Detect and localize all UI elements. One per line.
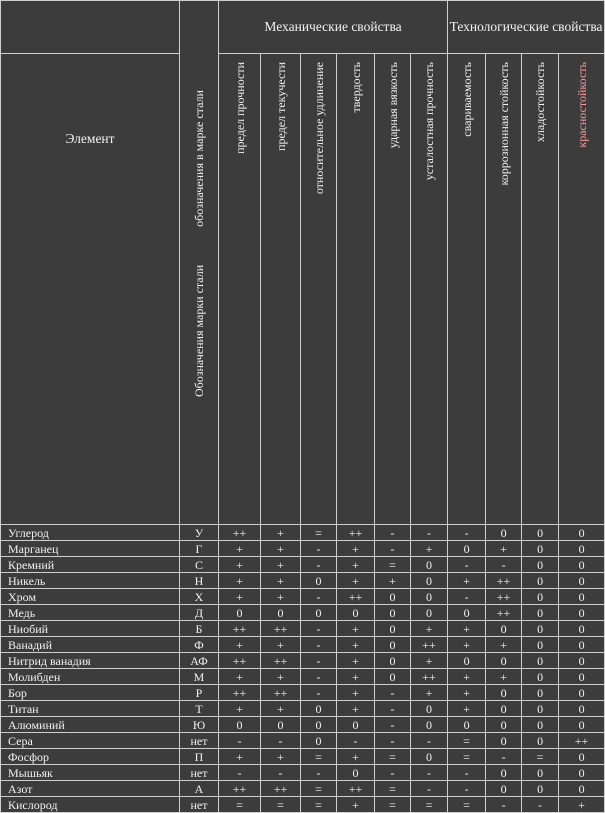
effect-value-cell: 0 — [559, 701, 605, 717]
effect-value-cell: 0 — [559, 749, 605, 765]
effect-value-cell: + — [337, 669, 375, 685]
effect-value-cell: ++ — [261, 653, 301, 669]
effect-value-cell: = — [301, 749, 337, 765]
effect-value-cell: 0 — [522, 621, 559, 637]
effect-value-cell: ++ — [261, 685, 301, 701]
effect-value-cell: - — [219, 733, 261, 749]
effect-value-cell: - — [411, 765, 448, 781]
effect-value-cell: 0 — [337, 605, 375, 621]
effect-value-cell: ++ — [261, 781, 301, 797]
effect-value-cell: = — [301, 781, 337, 797]
mech-col-5-label: усталостная прочность — [422, 62, 437, 181]
element-name-cell: Молибден — [1, 669, 180, 685]
element-name-cell: Сера — [1, 733, 180, 749]
element-name-cell: Кислород — [1, 797, 180, 813]
effect-value-cell: 0 — [301, 573, 337, 589]
effect-value-cell: ++ — [219, 525, 261, 541]
steel-mark-cell: У — [180, 525, 219, 541]
steel-mark-cell: Ю — [180, 717, 219, 733]
effect-value-cell: = — [375, 781, 411, 797]
effect-value-cell: 0 — [301, 717, 337, 733]
element-name-cell: Азот — [1, 781, 180, 797]
effect-value-cell: + — [219, 701, 261, 717]
effect-value-cell: - — [448, 589, 486, 605]
effect-value-cell: 0 — [559, 525, 605, 541]
effect-value-cell: - — [261, 733, 301, 749]
effect-value-cell: = — [261, 797, 301, 813]
effect-value-cell: - — [301, 557, 337, 573]
steel-mark-cell: Б — [180, 621, 219, 637]
effect-value-cell: 0 — [486, 717, 522, 733]
effect-value-cell: - — [301, 685, 337, 701]
effect-value-cell: - — [486, 557, 522, 573]
effect-value-cell: + — [411, 653, 448, 669]
effect-value-cell: + — [411, 621, 448, 637]
effect-value-cell: 0 — [559, 685, 605, 701]
steel-mark-cell: нет — [180, 765, 219, 781]
steel-mark-cell: М — [180, 669, 219, 685]
effect-value-cell: 0 — [261, 717, 301, 733]
effect-value-cell: = — [411, 797, 448, 813]
effect-value-cell: - — [375, 701, 411, 717]
notation-group-label: обозначения в марке стали — [192, 90, 206, 227]
effect-value-cell: + — [337, 637, 375, 653]
tech-col-0-header — [448, 54, 486, 525]
effect-value-cell: 0 — [411, 717, 448, 733]
mech-col-1-header — [261, 54, 301, 525]
effect-value-cell: = — [375, 797, 411, 813]
effect-value-cell: 0 — [448, 605, 486, 621]
element-name-cell: Хром — [1, 589, 180, 605]
effect-value-cell: + — [337, 573, 375, 589]
effect-value-cell: 0 — [486, 733, 522, 749]
tech-col-1-header — [486, 54, 522, 525]
effect-value-cell: + — [337, 797, 375, 813]
effect-value-cell: = — [301, 797, 337, 813]
effect-value-cell: - — [522, 797, 559, 813]
effect-value-cell: + — [486, 637, 522, 653]
effect-value-cell: 0 — [559, 717, 605, 733]
effect-value-cell: 0 — [559, 589, 605, 605]
effect-value-cell: + — [337, 621, 375, 637]
effect-value-cell: 0 — [522, 541, 559, 557]
effect-value-cell: + — [261, 573, 301, 589]
table-row — [1, 717, 605, 733]
effect-value-cell: + — [559, 797, 605, 813]
effect-value-cell: + — [375, 573, 411, 589]
effect-value-cell: ++ — [219, 653, 261, 669]
effect-value-cell: 0 — [522, 765, 559, 781]
effect-value-cell: = — [448, 749, 486, 765]
effect-value-cell: 0 — [448, 717, 486, 733]
effect-value-cell: + — [261, 525, 301, 541]
effect-value-cell: = — [375, 557, 411, 573]
effect-value-cell: 0 — [522, 781, 559, 797]
effect-value-cell: + — [261, 589, 301, 605]
effect-value-cell: 0 — [559, 781, 605, 797]
steel-mark-cell: АФ — [180, 653, 219, 669]
element-name-cell: Медь — [1, 605, 180, 621]
tech-col-2-label: хладостойкость — [533, 62, 548, 143]
effect-value-cell: + — [219, 669, 261, 685]
table-row — [1, 765, 605, 781]
table-row — [1, 557, 605, 573]
effect-value-cell: 0 — [559, 605, 605, 621]
effect-value-cell: - — [375, 541, 411, 557]
effect-value-cell: 0 — [337, 765, 375, 781]
effect-value-cell: 0 — [486, 621, 522, 637]
element-name-cell: Углерод — [1, 525, 180, 541]
steel-mark-cell: П — [180, 749, 219, 765]
effect-value-cell: + — [448, 621, 486, 637]
effect-value-cell: - — [448, 525, 486, 541]
mech-col-4-header — [375, 54, 411, 525]
effect-value-cell: - — [301, 621, 337, 637]
table-row — [1, 589, 605, 605]
effect-value-cell: 0 — [261, 605, 301, 621]
effect-value-cell: 0 — [448, 541, 486, 557]
effect-value-cell: 0 — [559, 653, 605, 669]
effect-value-cell: 0 — [375, 637, 411, 653]
element-name-cell: Фосфор — [1, 749, 180, 765]
effect-value-cell: 0 — [559, 669, 605, 685]
effect-value-cell: 0 — [219, 717, 261, 733]
effect-value-cell: 0 — [411, 557, 448, 573]
effect-value-cell: + — [337, 749, 375, 765]
effect-value-cell: + — [219, 637, 261, 653]
steel-mark-cell: Ф — [180, 637, 219, 653]
effect-value-cell: 0 — [375, 669, 411, 685]
effect-value-cell: + — [219, 573, 261, 589]
element-header-label: Элемент — [65, 131, 115, 146]
effect-value-cell: ++ — [486, 573, 522, 589]
effect-value-cell: - — [301, 541, 337, 557]
effect-value-cell: 0 — [522, 573, 559, 589]
table-row — [1, 573, 605, 589]
effect-value-cell: + — [411, 541, 448, 557]
element-name-cell: Алюминий — [1, 717, 180, 733]
effect-value-cell: - — [375, 525, 411, 541]
effect-value-cell: + — [337, 701, 375, 717]
effect-value-cell: 0 — [486, 765, 522, 781]
effect-value-cell: - — [301, 669, 337, 685]
effect-value-cell: = — [522, 749, 559, 765]
effect-value-cell: + — [261, 669, 301, 685]
effect-value-cell: 0 — [522, 717, 559, 733]
steel-mark-cell: Т — [180, 701, 219, 717]
mech-col-3-label: твердость — [348, 62, 363, 113]
steel-mark-cell: С — [180, 557, 219, 573]
effect-value-cell: + — [486, 669, 522, 685]
effect-value-cell: 0 — [375, 589, 411, 605]
effect-value-cell: + — [261, 541, 301, 557]
element-name-cell: Титан — [1, 701, 180, 717]
mech-col-2-label: относительное удлинение — [311, 62, 326, 195]
effect-value-cell: 0 — [522, 637, 559, 653]
element-name-cell: Ниобий — [1, 621, 180, 637]
effect-value-cell: ++ — [337, 525, 375, 541]
effect-value-cell: 0 — [375, 605, 411, 621]
tech-col-3-label: красностойкость — [574, 62, 589, 148]
effect-value-cell: - — [411, 525, 448, 541]
effect-value-cell: ++ — [559, 733, 605, 749]
tech-col-1-label: коррозионная стойкость — [496, 62, 511, 186]
table-row — [1, 605, 605, 621]
effect-value-cell: + — [261, 701, 301, 717]
effect-value-cell: + — [337, 541, 375, 557]
effect-value-cell: + — [337, 685, 375, 701]
effect-value-cell: 0 — [486, 525, 522, 541]
element-name-cell: Марганец — [1, 541, 180, 557]
effect-value-cell: - — [261, 765, 301, 781]
effect-value-cell: + — [219, 749, 261, 765]
mech-col-4-label: ударная вязкость — [385, 62, 400, 149]
effect-value-cell: 0 — [301, 733, 337, 749]
steel-mark-cell: нет — [180, 733, 219, 749]
effect-value-cell: 0 — [486, 701, 522, 717]
effect-value-cell: - — [448, 557, 486, 573]
effect-value-cell: - — [301, 765, 337, 781]
effect-value-cell: + — [448, 669, 486, 685]
effect-value-cell: - — [301, 653, 337, 669]
mech-col-5-header — [411, 54, 448, 525]
effect-value-cell: - — [411, 733, 448, 749]
effect-value-cell: 0 — [522, 557, 559, 573]
table-row — [1, 669, 605, 685]
table-row — [1, 653, 605, 669]
steel-mark-cell: нет — [180, 797, 219, 813]
effect-value-cell: - — [448, 765, 486, 781]
effect-value-cell: 0 — [522, 685, 559, 701]
effect-value-cell: - — [301, 589, 337, 605]
steel-mark-cell: Х — [180, 589, 219, 605]
table-row — [1, 733, 605, 749]
element-name-cell: Ванадий — [1, 637, 180, 653]
effect-value-cell: ++ — [337, 589, 375, 605]
effect-value-cell: 0 — [559, 557, 605, 573]
effect-value-cell: ++ — [337, 781, 375, 797]
effect-value-cell: 0 — [559, 765, 605, 781]
effect-value-cell: 0 — [522, 653, 559, 669]
steel-mark-cell: Д — [180, 605, 219, 621]
table-row — [1, 637, 605, 653]
mech-group-header: Механические свойства — [219, 1, 448, 54]
effect-value-cell: + — [337, 557, 375, 573]
effect-value-cell: ++ — [486, 605, 522, 621]
effect-value-cell: + — [411, 685, 448, 701]
mech-col-1-label: предел текучести — [273, 62, 288, 151]
mech-col-3-header — [337, 54, 375, 525]
effect-value-cell: 0 — [411, 589, 448, 605]
table-row — [1, 541, 605, 557]
table-row — [1, 701, 605, 717]
blank-header-cell — [1, 1, 180, 54]
effect-value-cell: 0 — [301, 605, 337, 621]
effect-value-cell: - — [448, 781, 486, 797]
effect-value-cell: 0 — [559, 541, 605, 557]
effect-value-cell: 0 — [411, 605, 448, 621]
effect-value-cell: + — [448, 637, 486, 653]
table-row — [1, 797, 605, 813]
effect-value-cell: 0 — [337, 717, 375, 733]
effect-value-cell: + — [448, 701, 486, 717]
effect-value-cell: - — [375, 685, 411, 701]
effect-value-cell: 0 — [522, 525, 559, 541]
effect-value-cell: - — [486, 797, 522, 813]
table-row — [1, 621, 605, 637]
effect-value-cell: 0 — [375, 621, 411, 637]
element-name-cell: Кремний — [1, 557, 180, 573]
effect-value-cell: = — [448, 733, 486, 749]
effect-value-cell: + — [448, 573, 486, 589]
effect-value-cell: 0 — [486, 653, 522, 669]
tech-col-0-label: свариваемость — [459, 62, 474, 137]
effect-value-cell: ++ — [411, 637, 448, 653]
table-row — [1, 781, 605, 797]
notation-col-label: Обозначения марки стали — [192, 264, 206, 397]
effect-value-cell: ++ — [219, 621, 261, 637]
effect-value-cell: = — [448, 797, 486, 813]
element-name-cell: Нитрид ванадия — [1, 653, 180, 669]
table-row — [1, 685, 605, 701]
effect-value-cell: + — [219, 541, 261, 557]
effect-value-cell: - — [375, 717, 411, 733]
effect-value-cell: + — [337, 653, 375, 669]
effect-value-cell: = — [301, 525, 337, 541]
element-column-header — [1, 54, 180, 525]
effect-value-cell: = — [219, 797, 261, 813]
notation-column-header — [180, 1, 219, 525]
effect-value-cell: - — [411, 781, 448, 797]
effect-value-cell: 0 — [411, 701, 448, 717]
effect-value-cell: ++ — [219, 685, 261, 701]
effect-value-cell: + — [486, 541, 522, 557]
effect-value-cell: 0 — [375, 653, 411, 669]
effect-value-cell: ++ — [219, 781, 261, 797]
effect-value-cell: = — [375, 749, 411, 765]
mech-col-0-header — [219, 54, 261, 525]
effect-value-cell: 0 — [522, 605, 559, 621]
effect-value-cell: 0 — [522, 669, 559, 685]
steel-mark-cell: Р — [180, 685, 219, 701]
effect-value-cell: - — [337, 733, 375, 749]
effect-value-cell: 0 — [522, 701, 559, 717]
effect-value-cell: 0 — [219, 605, 261, 621]
effect-value-cell: - — [375, 733, 411, 749]
mech-col-2-header — [301, 54, 337, 525]
effect-value-cell: + — [448, 685, 486, 701]
effect-value-cell: 0 — [522, 589, 559, 605]
tech-col-2-header — [522, 54, 559, 525]
effect-value-cell: + — [261, 637, 301, 653]
tech-group-header: Технологические свойства — [448, 1, 605, 54]
element-name-cell: Бор — [1, 685, 180, 701]
effect-value-cell: - — [375, 765, 411, 781]
effect-value-cell: - — [219, 765, 261, 781]
effect-value-cell: 0 — [559, 637, 605, 653]
steel-mark-cell: Н — [180, 573, 219, 589]
effect-value-cell: + — [219, 589, 261, 605]
effect-value-cell: 0 — [486, 781, 522, 797]
table-row — [1, 525, 605, 541]
effect-value-cell: 0 — [301, 701, 337, 717]
element-name-cell: Мышьяк — [1, 765, 180, 781]
effect-value-cell: ++ — [411, 669, 448, 685]
effect-value-cell: - — [301, 637, 337, 653]
steel-mark-cell: Г — [180, 541, 219, 557]
effect-value-cell: 0 — [559, 621, 605, 637]
effect-value-cell: 0 — [522, 733, 559, 749]
effect-value-cell: ++ — [486, 589, 522, 605]
effect-value-cell: 0 — [448, 653, 486, 669]
table-row — [1, 749, 605, 765]
effect-value-cell: ++ — [261, 621, 301, 637]
effect-value-cell: + — [219, 557, 261, 573]
element-name-cell: Никель — [1, 573, 180, 589]
effect-value-cell: - — [486, 749, 522, 765]
effect-value-cell: + — [261, 749, 301, 765]
effect-value-cell: 0 — [559, 573, 605, 589]
tech-col-3-header — [559, 54, 605, 525]
mech-col-0-label: предел прочности — [232, 62, 247, 154]
steel-mark-cell: А — [180, 781, 219, 797]
effect-value-cell: 0 — [411, 573, 448, 589]
effect-value-cell: 0 — [411, 749, 448, 765]
effect-value-cell: 0 — [486, 685, 522, 701]
effect-value-cell: + — [261, 557, 301, 573]
